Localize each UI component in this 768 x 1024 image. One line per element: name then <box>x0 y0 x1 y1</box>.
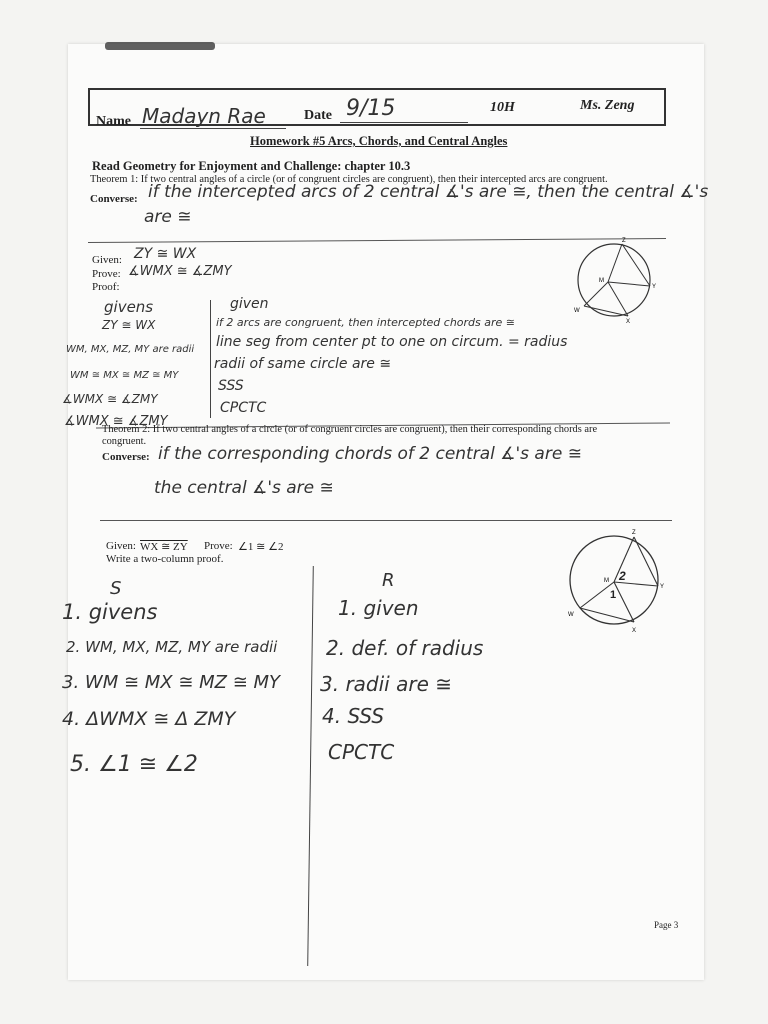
proof1-given-label: Given: <box>92 254 122 266</box>
d2-label-x: X <box>632 628 637 634</box>
proof1-prove-label: Prove: <box>92 268 121 280</box>
d2-label-1: 1 <box>610 589 617 601</box>
proof2-statement-5: 5. ∠1 ≅ ∠2 <box>70 752 198 777</box>
proof1-column-divider <box>210 300 211 418</box>
proof2-col-s: S <box>110 578 122 599</box>
d2-label-m: M <box>604 578 609 584</box>
d1-label-z: Z <box>622 238 626 244</box>
class-label: 10H <box>490 100 515 115</box>
name-value: Madayn Rae <box>142 104 266 128</box>
proof2-reason-2: 2. def. of radius <box>326 636 484 660</box>
theorem2-converse-line1: if the corresponding chords of 2 central ∡'s are ≅ <box>158 444 582 464</box>
date-value: 9/15 <box>346 96 396 121</box>
theorem2-text-line2: congruent. <box>102 436 147 447</box>
d2-label-z: Z <box>632 530 636 536</box>
proof2-instructions: Write a two-column proof. <box>106 553 224 565</box>
teacher-label: Ms. Zeng <box>580 98 635 113</box>
proof2-statement-4: 4. ΔWMX ≅ Δ ZMY <box>62 708 236 730</box>
name-underline <box>140 128 286 129</box>
d1-label-m: M <box>599 278 604 284</box>
d1-label-x: X <box>626 319 631 324</box>
proof2-col-r: R <box>382 570 395 591</box>
theorem2-converse-line2: the central ∡'s are ≅ <box>154 478 334 498</box>
scan-smudge <box>105 42 215 50</box>
proof1-statement-2: ZY ≅ WX <box>102 318 156 332</box>
theorem1-converse-label: Converse: <box>90 193 138 205</box>
page-number: Page 3 <box>654 920 679 930</box>
proof1-given-value: ZY ≅ WX <box>134 246 197 262</box>
theorem2-text-line1: Theorem 2: If two central angles of a circle (or of congruent circles are congruent), then their corresponding chords are <box>102 424 598 435</box>
proof1-statement-5: ∡WMX ≅ ∡ZMY <box>62 392 158 406</box>
proof2-reason-5: CPCTC <box>328 740 395 764</box>
proof1-reason-2: if 2 arcs are congruent, then intercepted chords are ≅ <box>216 316 515 329</box>
proof1-reason-3: line seg from center pt to one on circum. = radius <box>216 334 568 350</box>
proof2-given-label: Given: <box>106 540 136 552</box>
date-label: Date <box>304 108 332 123</box>
proof1-statement-4: WM ≅ MX ≅ MZ ≅ MY <box>70 370 179 381</box>
theorem1-converse-line1: if the intercepted arcs of 2 central ∡'s are ≅, then the central ∡'s <box>148 182 709 202</box>
proof1-reason-5: SSS <box>218 378 244 394</box>
d1-label-w: W <box>574 308 580 314</box>
proof1-reason-6: CPCTC <box>220 400 267 416</box>
proof2-reason-3: 3. radii are ≅ <box>320 672 452 696</box>
proof2-statement-2: 2. WM, MX, MZ, MY are radii <box>66 638 278 656</box>
proof2-statement-3: 3. WM ≅ MX ≅ MZ ≅ MY <box>62 672 281 693</box>
proof2-statement-1: 1. givens <box>62 600 158 624</box>
proof1-reason-1: given <box>230 296 269 312</box>
theorem2-converse-label: Converse: <box>102 451 150 463</box>
date-underline <box>340 122 468 123</box>
d2-label-2: 2 <box>619 569 626 583</box>
proof1-reason-4: radii of same circle are ≅ <box>214 356 392 372</box>
d2-label-y: Y <box>660 584 665 590</box>
proof2-reason-4: 4. SSS <box>322 704 385 728</box>
name-label: Name <box>96 114 131 129</box>
proof2-given-value: WX ≅ ZY <box>140 541 188 553</box>
page-title: Homework #5 Arcs, Chords, and Central Angles <box>250 134 508 148</box>
d2-label-w: W <box>568 612 574 618</box>
divider-3 <box>100 520 672 521</box>
proof2-prove-value: ∠1 ≅ ∠2 <box>238 541 284 553</box>
proof2-reason-1: 1. given <box>338 596 419 620</box>
reading-assignment: Read Geometry for Enjoyment and Challenge: chapter 10.3 <box>92 159 411 173</box>
theorem1-text: Theorem 1: If two central angles of a circle (or of congruent circles are congruent), then their intercepted arcs are congruent. <box>90 174 608 185</box>
d1-label-y: Y <box>652 284 657 290</box>
proof1-proof-label: Proof: <box>92 281 120 293</box>
proof2-prove-label: Prove: <box>204 540 233 552</box>
proof1-statement-3: WM, MX, MZ, MY are radii <box>66 344 195 355</box>
proof1-statement-1: givens <box>104 298 154 316</box>
proof1-statement-6: ∡WMX ≅ ∡ZMY <box>64 414 168 429</box>
circle-diagram-1 <box>570 230 660 324</box>
proof1-prove-value: ∡WMX ≅ ∡ZMY <box>128 264 232 279</box>
theorem1-converse-line2: are ≅ <box>144 207 192 227</box>
circle-diagram-2 <box>562 522 672 636</box>
